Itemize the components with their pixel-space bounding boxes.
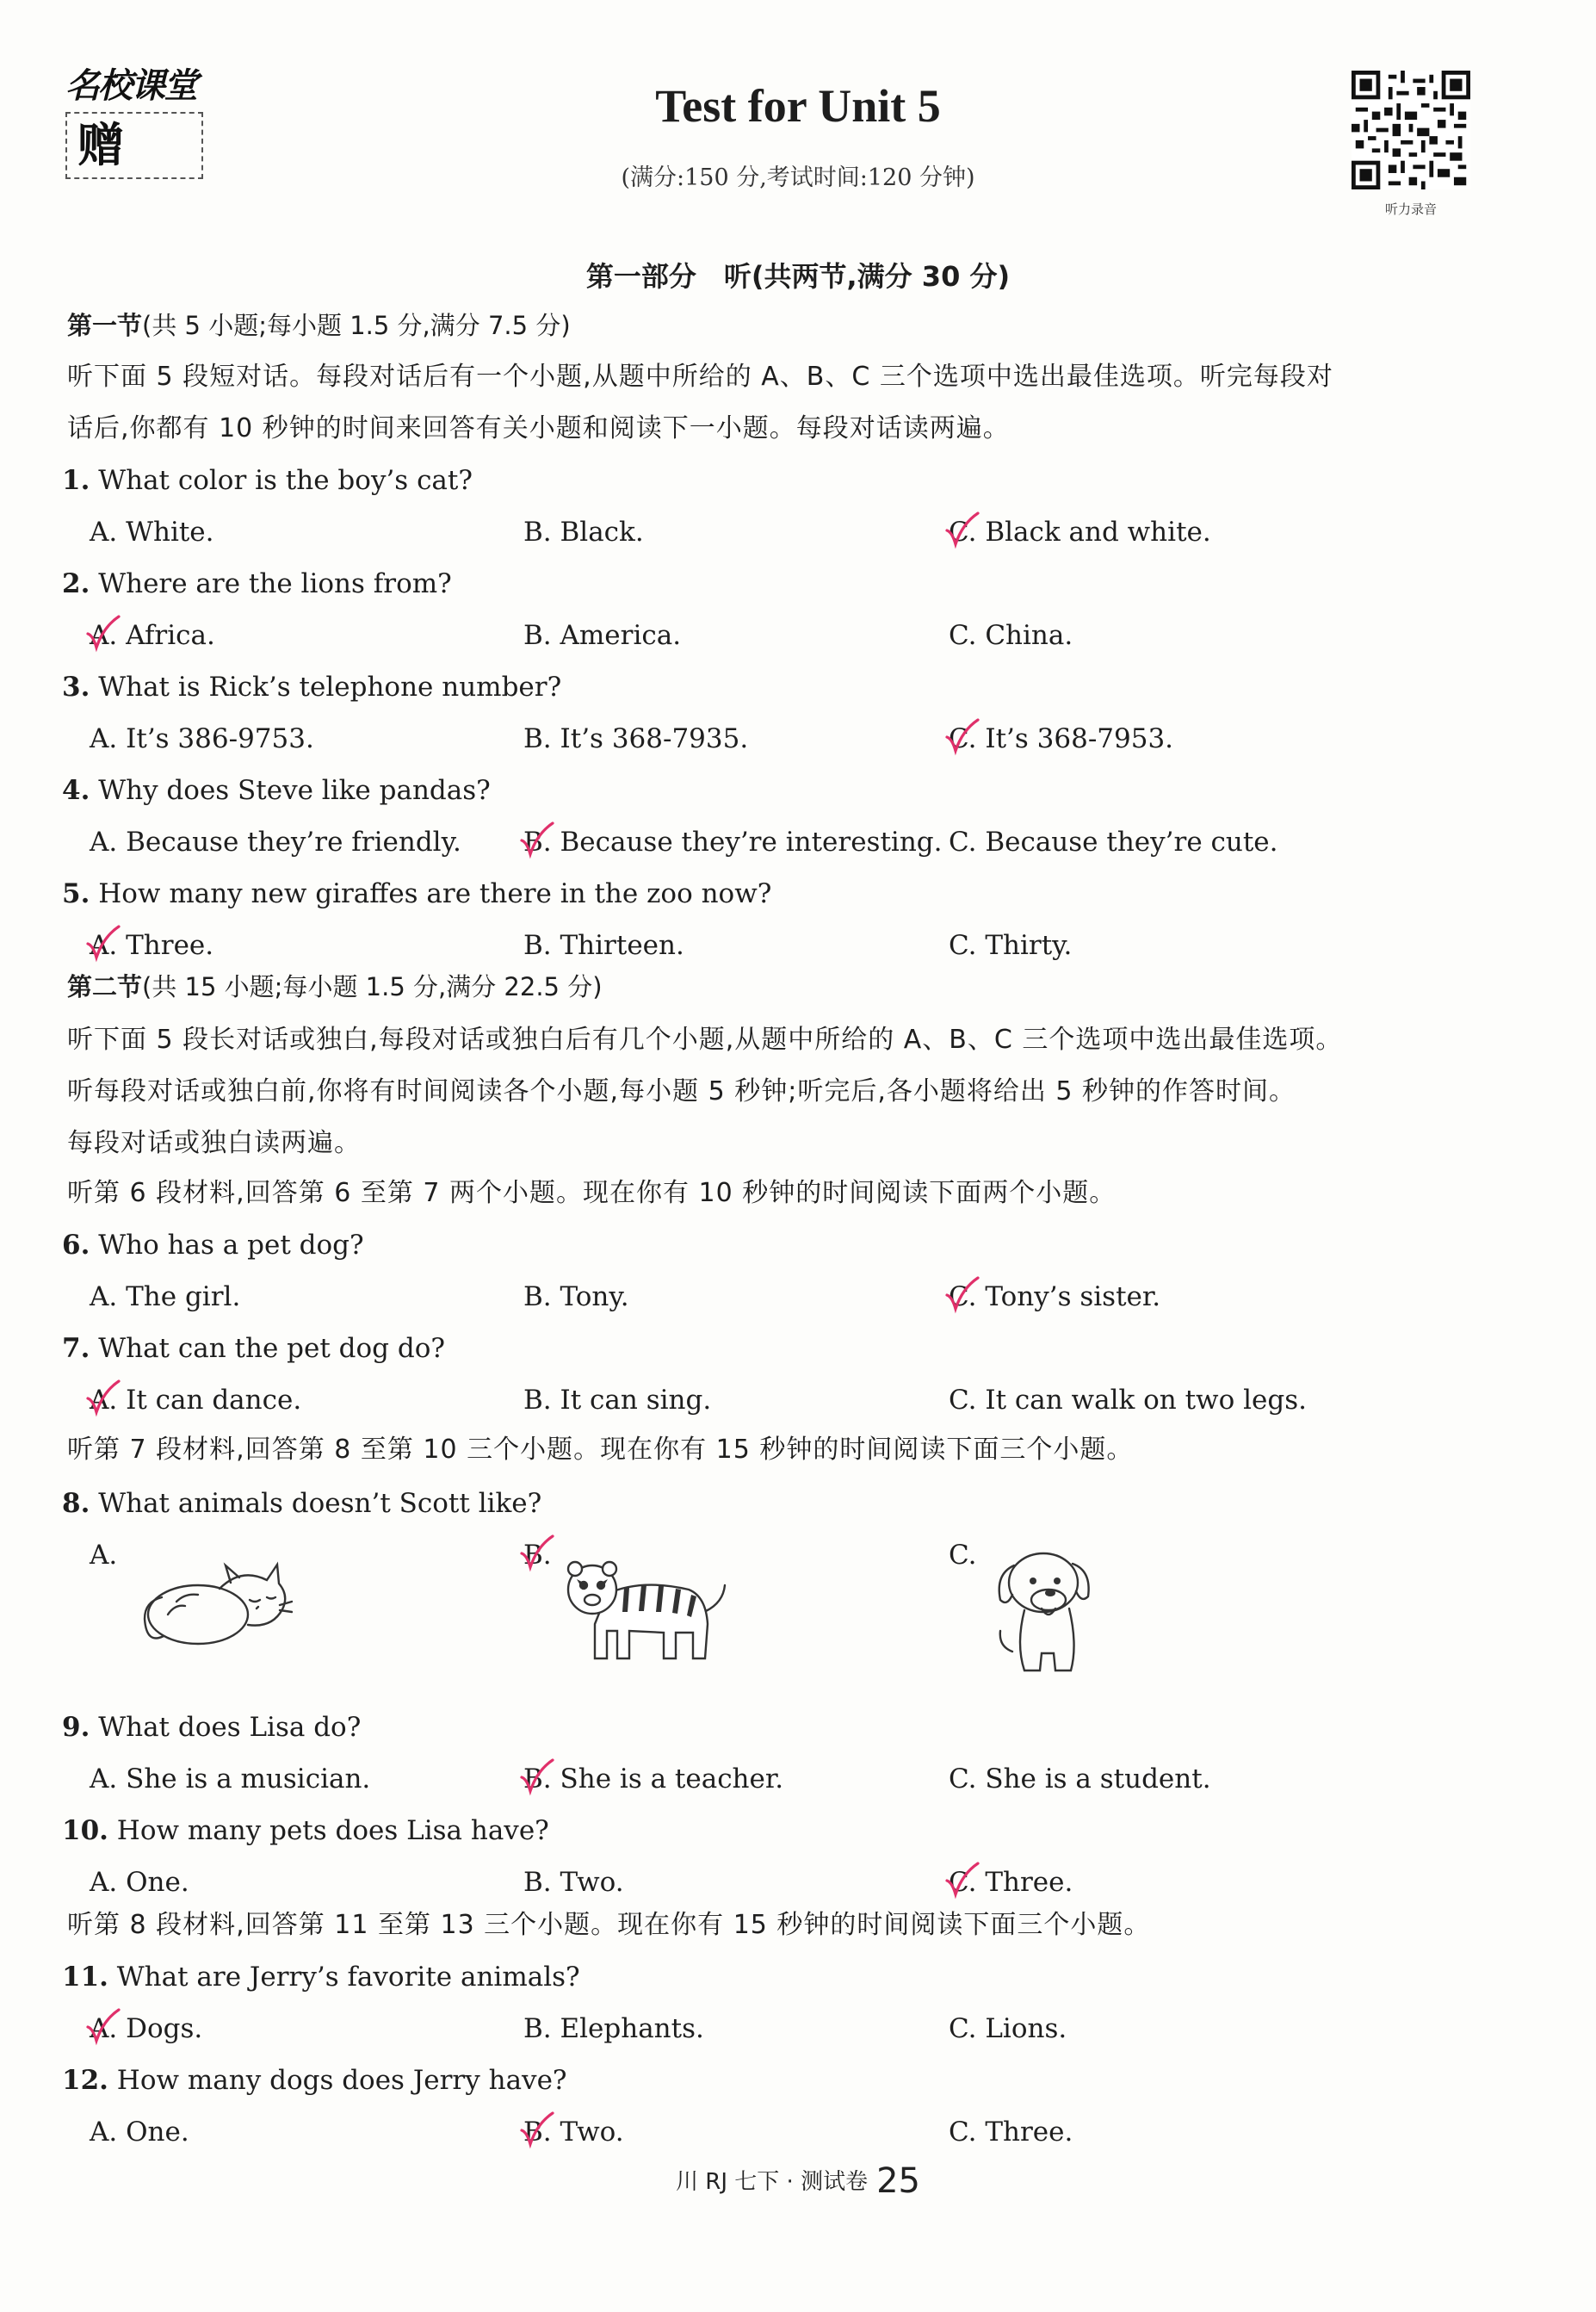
question-text: What are Jerry’s favorite animals? xyxy=(116,1962,580,1993)
question-text: Where are the lions from? xyxy=(98,568,452,599)
question-text: Who has a pet dog? xyxy=(98,1230,364,1261)
question-text: How many new giraffes are there in the zoo now? xyxy=(98,878,772,909)
section2-instruction-2: 听每段对话或独白前,你将有时间阅读各个小题,每小题 5 秒钟;听完后,各小题将给出 5 秒钟的作答时间。 xyxy=(67,1076,1296,1106)
footer-label: 川 RJ 七下 · 测试卷 xyxy=(676,2169,869,2195)
option-letter: C. xyxy=(949,515,976,549)
option-text: Tony. xyxy=(560,1281,629,1312)
option-letter: C. xyxy=(949,2117,977,2148)
section1-instruction-2: 话后,你都有 10 秒钟的时间来回答有关小题和阅读下一小题。每段对话读两遍。 xyxy=(67,413,1010,443)
option-text: Africa. xyxy=(126,620,215,651)
option-9-c[interactable] xyxy=(949,1762,1211,1796)
option-text: She is a musician. xyxy=(126,1763,371,1794)
option-letter: C. xyxy=(949,1385,977,1416)
option-text: Three. xyxy=(985,1867,1073,1898)
material-8-note: 听第 8 段材料,回答第 11 至第 13 三个小题。现在你有 15 秒钟的时间阅读下面三个小题。 xyxy=(67,1910,1151,1940)
option-text: White. xyxy=(126,517,214,548)
option-letter: B. xyxy=(523,1762,552,1796)
option-text: Black. xyxy=(560,517,644,548)
option-text: She is a teacher. xyxy=(560,1763,784,1794)
option-letter: C. xyxy=(949,620,977,651)
question-number: 10. xyxy=(62,1815,108,1846)
option-10-b[interactable] xyxy=(523,1865,624,1900)
question-number: 11. xyxy=(62,1962,108,1993)
question-number: 5. xyxy=(62,878,90,909)
option-letter: B. xyxy=(523,1867,552,1898)
question-9 xyxy=(62,1710,361,1745)
option-letter: C. xyxy=(949,1865,976,1900)
section2-header xyxy=(67,970,603,1004)
logo-text: 名校课堂 xyxy=(65,66,196,106)
tiger-icon[interactable] xyxy=(560,1546,732,1667)
option-6-b[interactable] xyxy=(523,1280,629,1314)
option-3-a[interactable] xyxy=(90,722,314,756)
section1-note: (共 5 小题;每小题 1.5 分,满分 7.5 分) xyxy=(142,311,571,340)
question-8 xyxy=(62,1486,541,1521)
option-text: China. xyxy=(985,620,1073,651)
option-9-b[interactable] xyxy=(523,1762,783,1796)
option-8-b[interactable] xyxy=(523,1538,552,1572)
option-letter: A. xyxy=(90,928,117,963)
option-1-a[interactable] xyxy=(90,515,214,549)
option-text: Elephants. xyxy=(560,2013,704,2044)
option-letter: C. xyxy=(949,930,977,961)
option-letter: B. xyxy=(523,930,552,961)
question-10 xyxy=(62,1813,549,1848)
question-text: What can the pet dog do? xyxy=(98,1333,445,1364)
option-5-c[interactable] xyxy=(949,928,1072,963)
gift-text: 赠 xyxy=(77,118,124,172)
option-text: It can sing. xyxy=(560,1385,712,1416)
question-text: What animals doesn’t Scott like? xyxy=(98,1488,542,1519)
question-text: How many pets does Lisa have? xyxy=(116,1815,549,1846)
option-text: Because they’re cute. xyxy=(985,827,1278,858)
option-letter: A. xyxy=(90,723,118,754)
question-text: How many dogs does Jerry have? xyxy=(116,2065,567,2096)
option-text: Thirteen. xyxy=(560,930,684,961)
option-4-b[interactable] xyxy=(523,825,943,859)
option-1-c[interactable] xyxy=(949,515,1211,549)
option-8-c[interactable] xyxy=(949,1538,976,1572)
option-text: Because they’re friendly. xyxy=(126,827,461,858)
option-1-b[interactable] xyxy=(523,515,644,549)
option-letter: C. xyxy=(949,1540,977,1571)
option-text: Because they’re interesting. xyxy=(560,827,943,858)
question-7 xyxy=(62,1331,445,1366)
section2-instruction-1: 听下面 5 段长对话或独白,每段对话或独白后有几个小题,从题中所给的 A、B、C 三个选项中选出最佳选项。 xyxy=(67,1025,1343,1055)
option-6-a[interactable] xyxy=(90,1280,240,1314)
option-2-b[interactable] xyxy=(523,618,681,653)
section2-note: (共 15 小题;每小题 1.5 分,满分 22.5 分) xyxy=(142,972,603,1001)
option-3-b[interactable] xyxy=(523,722,748,756)
score-time-note: (满分:150 分,考试时间:120 分钟) xyxy=(621,164,975,191)
part-heading: 第一部分 听(共两节,满分 30 分) xyxy=(585,260,1011,293)
option-text: Tony’s sister. xyxy=(985,1281,1161,1312)
option-3-c[interactable] xyxy=(949,722,1173,756)
option-letter: A. xyxy=(90,517,118,548)
section1-label: 第一节 xyxy=(67,311,143,340)
option-text: One. xyxy=(126,2117,189,2148)
option-letter: C. xyxy=(949,1280,976,1314)
option-10-a[interactable] xyxy=(90,1865,189,1900)
question-number: 8. xyxy=(62,1488,90,1519)
option-7-c[interactable] xyxy=(949,1383,1307,1417)
option-2-c[interactable] xyxy=(949,618,1073,653)
option-text: One. xyxy=(126,1867,189,1898)
question-2 xyxy=(62,567,452,601)
option-letter: B. xyxy=(523,517,552,548)
option-6-c[interactable] xyxy=(949,1280,1160,1314)
option-letter: A. xyxy=(90,2011,117,2046)
question-number: 1. xyxy=(62,465,90,496)
option-4-a[interactable] xyxy=(90,825,461,859)
option-letter: B. xyxy=(523,825,552,859)
option-text: Three. xyxy=(126,930,214,961)
option-text: It’s 368-7953. xyxy=(985,723,1174,754)
question-number: 6. xyxy=(62,1230,90,1261)
option-letter: A. xyxy=(90,2117,118,2148)
question-number: 2. xyxy=(62,568,90,599)
option-text: It’s 386-9753. xyxy=(126,723,314,754)
question-4 xyxy=(62,773,491,808)
option-text: Two. xyxy=(560,2117,624,2148)
question-1 xyxy=(62,463,473,498)
option-text: Lions. xyxy=(985,2013,1067,2044)
question-number: 12. xyxy=(62,2065,108,2096)
dog-icon[interactable] xyxy=(981,1540,1110,1686)
option-text: America. xyxy=(560,620,682,651)
option-text: Dogs. xyxy=(126,2013,203,2044)
option-text: Two. xyxy=(560,1867,624,1898)
option-letter: B. xyxy=(523,2013,552,2044)
option-12-b[interactable] xyxy=(523,2115,624,2149)
question-text: Why does Steve like pandas? xyxy=(98,775,491,806)
option-12-a[interactable] xyxy=(90,2115,189,2149)
option-letter: B. xyxy=(523,2115,552,2149)
option-11-a[interactable] xyxy=(90,2011,202,2046)
option-letter: C. xyxy=(949,2013,977,2044)
cat-sleeping-icon[interactable] xyxy=(138,1550,293,1653)
option-11-c[interactable] xyxy=(949,2011,1067,2046)
option-letter: C. xyxy=(949,1763,977,1794)
option-7-b[interactable] xyxy=(523,1383,711,1417)
option-letter: B. xyxy=(523,1538,552,1572)
option-text: It’s 368-7935. xyxy=(560,723,749,754)
question-number: 4. xyxy=(62,775,90,806)
option-text: Three. xyxy=(985,2117,1073,2148)
qr-code-icon[interactable] xyxy=(1352,71,1470,189)
option-letter: B. xyxy=(523,1385,552,1416)
option-8-a[interactable] xyxy=(90,1538,117,1572)
option-letter: C. xyxy=(949,722,976,756)
option-5-a[interactable] xyxy=(90,928,213,963)
option-9-a[interactable] xyxy=(90,1762,370,1796)
option-letter: A. xyxy=(90,827,118,858)
option-2-a[interactable] xyxy=(90,618,215,653)
option-letter: A. xyxy=(90,1540,118,1571)
option-5-b[interactable] xyxy=(523,928,684,963)
option-letter: B. xyxy=(523,1281,552,1312)
material-6-note: 听第 6 段材料,回答第 6 至第 7 两个小题。现在你有 10 秒钟的时间阅读下面两个小题。 xyxy=(67,1178,1117,1208)
option-letter: C. xyxy=(949,827,977,858)
question-text: What does Lisa do? xyxy=(98,1712,362,1743)
option-letter: B. xyxy=(523,620,552,651)
option-10-c[interactable] xyxy=(949,1865,1073,1900)
option-text: The girl. xyxy=(126,1281,241,1312)
section1-instruction-1: 听下面 5 段短对话。每段对话后有一个小题,从题中所给的 A、B、C 三个选项中选出最佳选项。听完每段对 xyxy=(67,362,1333,392)
option-4-c[interactable] xyxy=(949,825,1278,859)
option-text: Black and white. xyxy=(985,517,1211,548)
section2-label: 第二节 xyxy=(67,972,143,1001)
option-text: It can walk on two legs. xyxy=(985,1385,1307,1416)
question-text: What is Rick’s telephone number? xyxy=(98,672,562,703)
option-letter: A. xyxy=(90,1281,118,1312)
question-12 xyxy=(62,2063,567,2098)
option-letter: A. xyxy=(90,1383,117,1417)
page-footer xyxy=(0,2161,1596,2201)
question-number: 7. xyxy=(62,1333,90,1364)
question-number: 3. xyxy=(62,672,90,703)
qr-caption: 听力录音 xyxy=(1384,201,1437,217)
page-title: Test for Unit 5 xyxy=(655,80,941,132)
question-11 xyxy=(62,1960,580,1994)
question-number: 9. xyxy=(62,1712,90,1743)
option-letter: A. xyxy=(90,618,117,653)
option-letter: A. xyxy=(90,1763,118,1794)
option-12-c[interactable] xyxy=(949,2115,1073,2149)
question-3 xyxy=(62,670,561,704)
material-7-note: 听第 7 段材料,回答第 8 至第 10 三个小题。现在你有 15 秒钟的时间阅读下面三个小题。 xyxy=(67,1435,1134,1465)
question-6 xyxy=(62,1228,364,1262)
section2-instruction-3: 每段对话或独白读两遍。 xyxy=(67,1128,361,1158)
option-11-b[interactable] xyxy=(523,2011,704,2046)
question-text: What color is the boy’s cat? xyxy=(98,465,473,496)
option-text: It can dance. xyxy=(126,1385,302,1416)
option-letter: B. xyxy=(523,723,552,754)
page-number: 25 xyxy=(876,2161,920,2201)
section1-header xyxy=(67,308,571,343)
question-5 xyxy=(62,877,771,911)
option-text: She is a student. xyxy=(985,1763,1211,1794)
option-7-a[interactable] xyxy=(90,1383,301,1417)
option-text: Thirty. xyxy=(985,930,1073,961)
option-letter: A. xyxy=(90,1867,118,1898)
